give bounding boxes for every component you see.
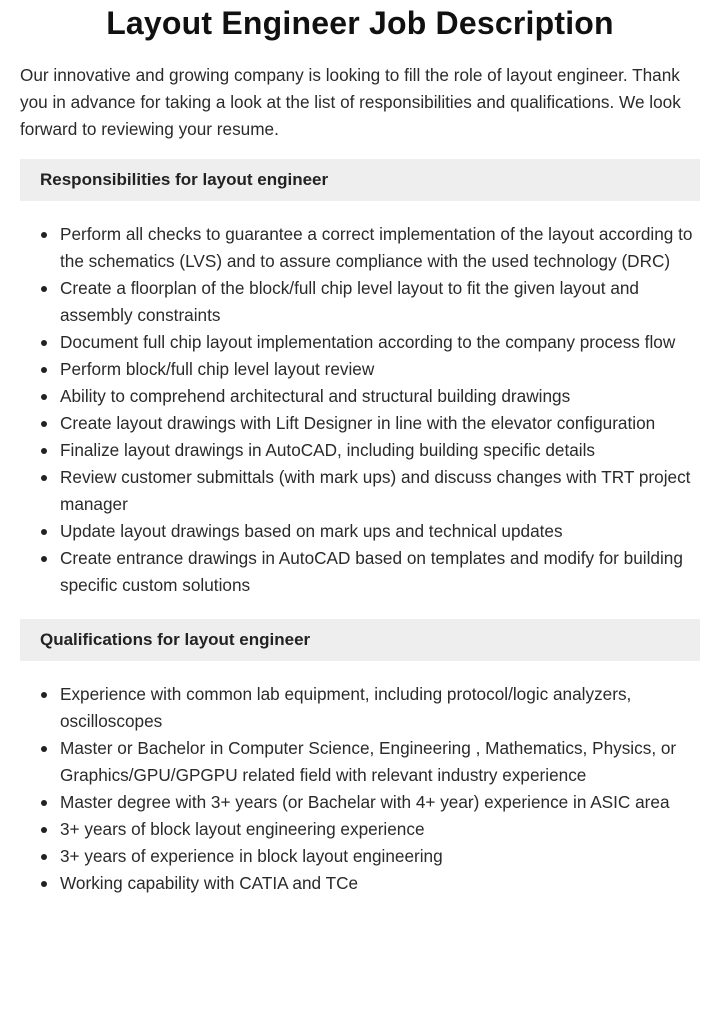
responsibilities-heading: Responsibilities for layout engineer bbox=[20, 159, 700, 201]
responsibility-item-text: Create entrance drawings in AutoCAD based on templates and modify for building specific custom solutions bbox=[60, 548, 683, 595]
bullet-icon bbox=[41, 421, 47, 427]
qualification-item-text: Working capability with CATIA and TCe bbox=[60, 873, 359, 893]
bullet-icon bbox=[41, 340, 47, 346]
qualification-item-text: 3+ years of experience in block layout engineering bbox=[60, 846, 443, 866]
responsibility-item bbox=[20, 329, 700, 356]
responsibility-item bbox=[20, 356, 700, 383]
responsibility-item bbox=[20, 437, 700, 464]
responsibility-item-text: Review customer submittals (with mark ups) and discuss changes with TRT project manager bbox=[60, 467, 691, 514]
responsibility-item bbox=[20, 545, 700, 599]
responsibility-item bbox=[20, 464, 700, 518]
responsibility-item-text: Perform all checks to guarantee a correct implementation of the layout according to the schematics (LVS) and to assure compliance with the used technology (DRC) bbox=[60, 224, 693, 271]
qualification-item bbox=[20, 843, 700, 870]
responsibility-item-text: Ability to comprehend architectural and structural building drawings bbox=[60, 386, 571, 406]
bullet-icon bbox=[41, 800, 47, 806]
responsibility-item bbox=[20, 275, 700, 329]
responsibility-item bbox=[20, 518, 700, 545]
bullet-icon bbox=[41, 881, 47, 887]
bullet-icon bbox=[41, 367, 47, 373]
responsibility-item-text: Update layout drawings based on mark ups and technical updates bbox=[60, 521, 563, 541]
bullet-icon bbox=[41, 827, 47, 833]
qualification-item-text: Master or Bachelor in Computer Science, Engineering , Mathematics, Physics, or Graphics/GPU/GPGPU related field with relevant industry experience bbox=[60, 738, 677, 785]
qualification-item bbox=[20, 870, 700, 897]
bullet-icon bbox=[41, 286, 47, 292]
responsibility-item bbox=[20, 221, 700, 275]
responsibility-item bbox=[20, 410, 700, 437]
responsibility-item-text: Document full chip layout implementation according to the company process flow bbox=[60, 332, 676, 352]
bullet-icon bbox=[41, 854, 47, 860]
qualification-item bbox=[20, 681, 700, 735]
bullet-icon bbox=[41, 692, 47, 698]
qualification-item bbox=[20, 789, 700, 816]
qualification-item-text: 3+ years of block layout engineering experience bbox=[60, 819, 425, 839]
bullet-icon bbox=[41, 746, 47, 752]
bullet-icon bbox=[41, 529, 47, 535]
bullet-icon bbox=[41, 448, 47, 454]
bullet-icon bbox=[41, 232, 47, 238]
responsibility-item-text: Perform block/full chip level layout review bbox=[60, 359, 375, 379]
qualifications-heading: Qualifications for layout engineer bbox=[20, 619, 700, 661]
responsibility-item bbox=[20, 383, 700, 410]
bullet-icon bbox=[41, 556, 47, 562]
qualification-item-text: Experience with common lab equipment, including protocol/logic analyzers, oscilloscopes bbox=[60, 684, 632, 731]
qualifications-list bbox=[20, 681, 700, 897]
bullet-icon bbox=[41, 394, 47, 400]
responsibility-item-text: Create a floorplan of the block/full chip level layout to fit the given layout and assembly constraints bbox=[60, 278, 639, 325]
qualification-item bbox=[20, 735, 700, 789]
responsibilities-list bbox=[20, 221, 700, 599]
intro-paragraph: Our innovative and growing company is looking to fill the role of layout engineer. Thank you in advance for taking a look at the list of responsibilities and qualifications. We look forward to reviewing your resume. bbox=[20, 65, 681, 139]
responsibility-item-text: Create layout drawings with Lift Designer in line with the elevator configuration bbox=[60, 413, 656, 433]
bullet-icon bbox=[41, 475, 47, 481]
qualification-item-text: Master degree with 3+ years (or Bachelar with 4+ year) experience in ASIC area bbox=[60, 792, 670, 812]
page-title: Layout Engineer Job Description bbox=[106, 5, 614, 41]
qualification-item bbox=[20, 816, 700, 843]
responsibility-item-text: Finalize layout drawings in AutoCAD, including building specific details bbox=[60, 440, 596, 460]
